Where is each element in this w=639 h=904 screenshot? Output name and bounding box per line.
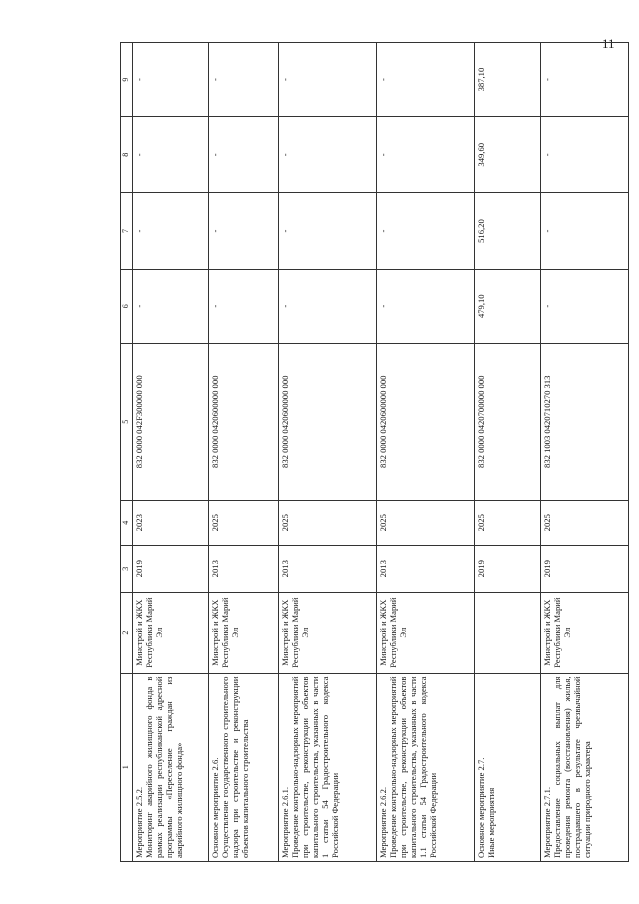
value-cell: - [377,117,475,193]
activity-description: Осуществление государственного строительного надзора при строительстве и реконструкции объектов капитального строительства [219,676,250,858]
col-header: 8 [121,117,133,193]
value-cell: - [279,43,377,117]
activity-description: Проведение контрольно-надзорных мероприятий при строительстве, реконструкции объектов капитального строительства, указанных в части 1.1 статьи 54 Градостроительного кодекса Российской Федерации [387,676,438,858]
activity-description: Проведение контрольно-надзорных мероприятий при строительстве, реконструкции объектов капитального строительства, указанных в части 1 статьи 54 Градостроительного кодекса Российской Федерации [289,676,340,858]
activity-title: Основное мероприятие 2.7. [476,757,486,858]
activity-cell [541,673,629,861]
activity-cell [133,673,209,861]
table-row [377,43,475,862]
header-row [121,43,133,862]
col-header: 2 [121,592,133,673]
budget-code-cell: 832 1003 0420710270 313 [541,343,629,500]
start-year-cell: 2013 [279,545,377,592]
rotated-table-wrapper [120,42,592,862]
value-cell: - [209,193,279,269]
activity-title: Мероприятие 2.7.1. [542,786,552,858]
value-cell: - [541,193,629,269]
value-cell: 479,10 [475,269,541,343]
end-year-cell: 2025 [209,500,279,545]
value-cell: - [377,193,475,269]
budget-code-cell: 832 0000 0420600000 000 [279,343,377,500]
start-year-cell: 2019 [133,545,209,592]
page-number: 11 [602,36,615,51]
end-year-cell: 2025 [279,500,377,545]
col-header: 7 [121,193,133,269]
activity-cell [279,673,377,861]
budget-code-cell: 832 0000 042F300000 000 [133,343,209,500]
value-cell: - [541,43,629,117]
col-header: 4 [121,500,133,545]
value-cell: - [133,193,209,269]
table-row [209,43,279,862]
value-cell: - [133,117,209,193]
activity-title: Мероприятие 2.6.2. [378,786,388,858]
activity-title: Основное мероприятие 2.6. [210,757,220,858]
start-year-cell: 2019 [475,545,541,592]
budget-code-cell: 832 0000 0420600000 000 [209,343,279,500]
budget-table [120,42,629,862]
activity-description: Иные мероприятия [485,787,496,858]
budget-code-cell: 832 0000 0420600000 000 [377,343,475,500]
col-header: 6 [121,269,133,343]
executor-cell: Минстрой и ЖКХ Республики Марий Эл [541,592,629,673]
start-year-cell: 2013 [209,545,279,592]
activity-description: Предоставление социальных выплат для проведения ремонта (восстановления) жилья, пострадавшего в результате чрезвычайной ситуации природного характера [551,676,592,858]
budget-code-cell: 832 0000 0420700000 000 [475,343,541,500]
activity-description: Мониторинг аварийного жилищного фонда в рамках реализации республиканской адресной программы «Переселение граждан из аварийного жилищного фонда» [143,676,184,858]
col-header: 1 [121,673,133,861]
executor-cell: Минстрой и ЖКХ Республики Марий Эл [279,592,377,673]
end-year-cell: 2025 [541,500,629,545]
end-year-cell: 2025 [377,500,475,545]
value-cell: - [377,269,475,343]
end-year-cell: 2025 [475,500,541,545]
executor-cell: Минстрой и ЖКХ Республики Марий Эл [209,592,279,673]
executor-cell: Минстрой и ЖКХ Республики Марий Эл [133,592,209,673]
activity-title: Мероприятие 2.6.1. [280,786,290,858]
activity-cell [475,673,541,861]
value-cell: - [279,269,377,343]
value-cell: - [133,43,209,117]
start-year-cell: 2019 [541,545,629,592]
value-cell: - [541,269,629,343]
end-year-cell: 2023 [133,500,209,545]
col-header: 5 [121,343,133,500]
start-year-cell: 2013 [377,545,475,592]
value-cell: 349,60 [475,117,541,193]
executor-cell [475,592,541,673]
executor-cell: Минстрой и ЖКХ Республики Марий Эл [377,592,475,673]
activity-title: Мероприятие 2.5.2. [134,786,144,858]
table-row [133,43,209,862]
activity-cell [209,673,279,861]
value-cell: 516,20 [475,193,541,269]
value-cell: - [209,117,279,193]
value-cell: - [541,117,629,193]
value-cell: - [209,43,279,117]
value-cell: - [279,193,377,269]
table-row [541,43,629,862]
value-cell: - [279,117,377,193]
col-header: 3 [121,545,133,592]
value-cell: 387,10 [475,43,541,117]
col-header: 9 [121,43,133,117]
value-cell: - [209,269,279,343]
table-row [279,43,377,862]
table-row [475,43,541,862]
value-cell: - [133,269,209,343]
activity-cell [377,673,475,861]
value-cell: - [377,43,475,117]
